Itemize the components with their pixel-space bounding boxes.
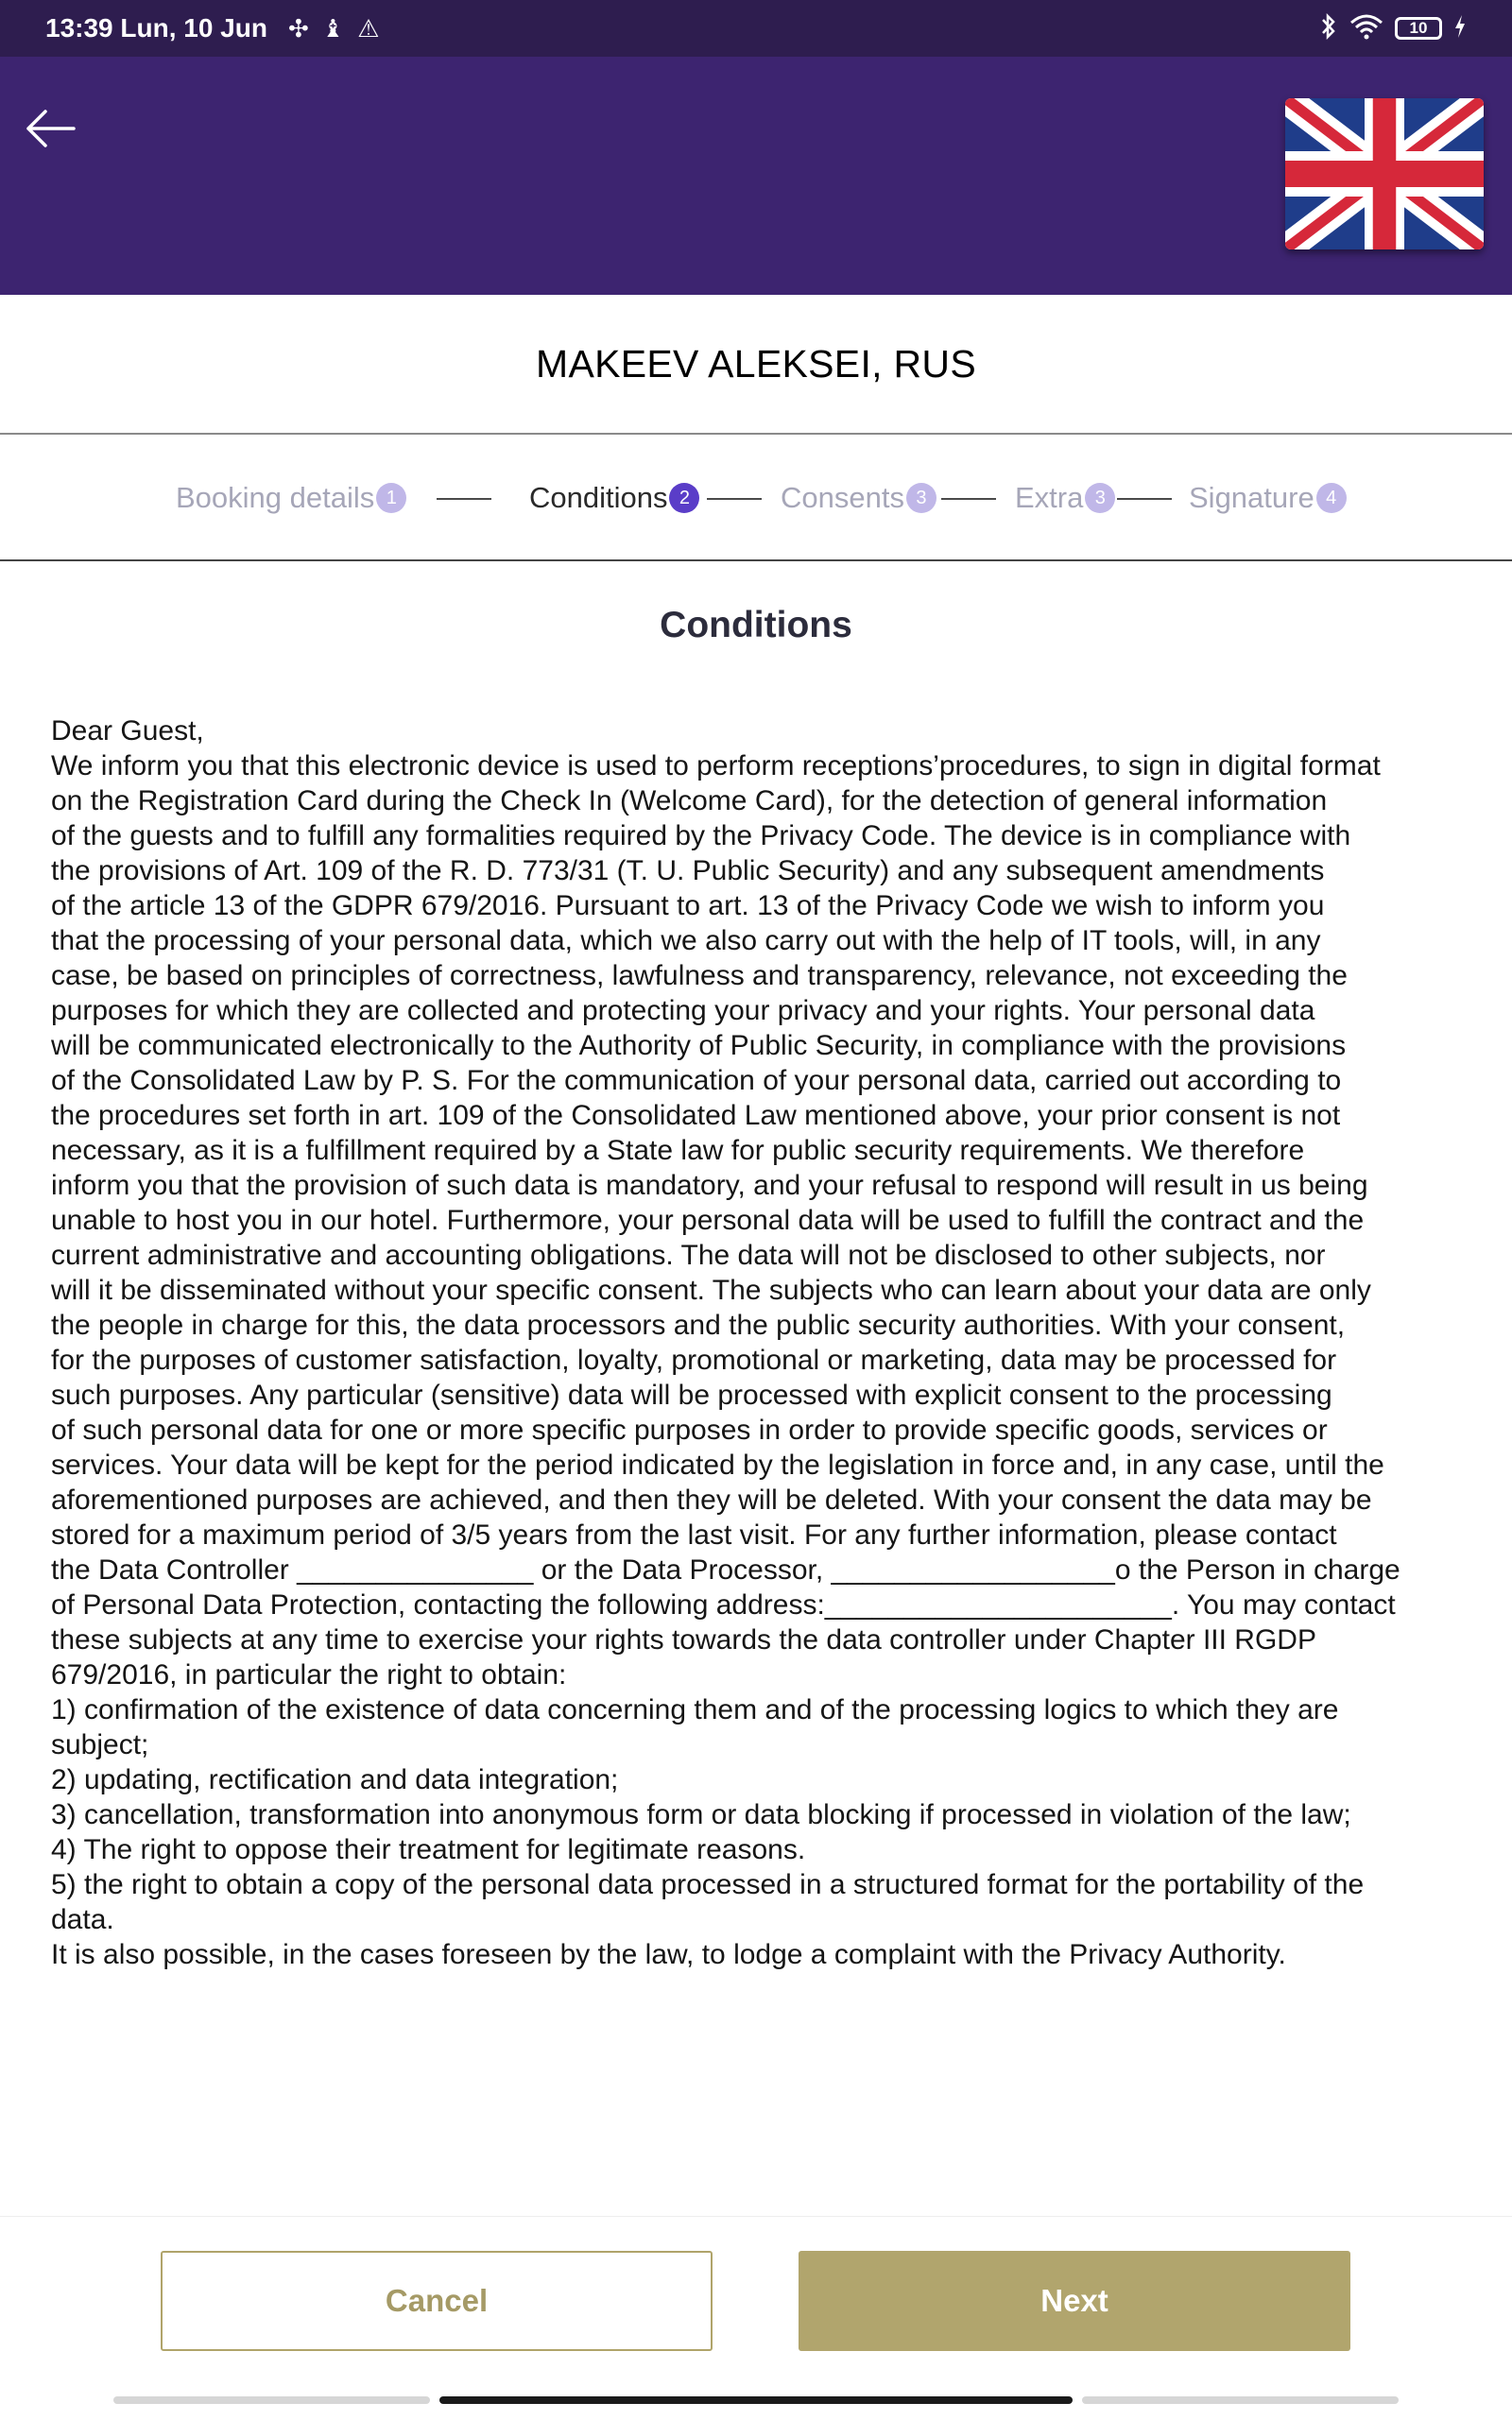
conditions-line: inform you that the provision of such data is mandatory, and your refusal to respond will result in us being	[51, 1170, 1368, 1201]
conditions-line: of such personal data for one or more specific purposes in order to provide specific goods, services or	[51, 1415, 1328, 1446]
conditions-line: services. Your data will be kept for the period indicated by the legislation in force and, in any case, until the	[51, 1450, 1384, 1481]
conditions-line: subject;	[51, 1729, 149, 1760]
step-number: 1	[376, 483, 406, 513]
conditions-line: case, be based on principles of correctness, lawfulness and transparency, relevance, not exceeding the	[51, 960, 1348, 991]
conditions-line: the procedures set forth in art. 109 of the Consolidated Law mentioned above, your prior consent is not	[51, 1100, 1341, 1131]
conditions-line: will it be disseminated without your specific consent. The subjects who can learn about your data are only	[51, 1275, 1371, 1306]
conditions-line: will be communicated electronically to the Authority of Public Security, in compliance with the provisions	[51, 1030, 1347, 1061]
gesture-bar[interactable]	[439, 2396, 1073, 2404]
app-bar	[0, 57, 1512, 295]
step-label: Consents	[781, 481, 904, 514]
step-connector	[437, 498, 491, 500]
step-number: 3	[1085, 483, 1115, 513]
bluetooth-icon	[1319, 13, 1338, 43]
conditions-line: current administrative and accounting obligations. The data will not be disclosed to other subjects, nor	[51, 1240, 1326, 1271]
conditions-line: 1) confirmation of the existence of data concerning them and of the processing logics to which they are	[51, 1694, 1339, 1725]
step-conditions[interactable]	[529, 476, 699, 520]
step-number: 3	[906, 483, 936, 513]
step-label: Extra	[1015, 481, 1084, 514]
wifi-icon	[1349, 13, 1383, 43]
conditions-line: of the guests and to fulfill any formalities required by the Privacy Code. The device is in compliance with	[51, 820, 1351, 851]
battery-icon: 10	[1395, 17, 1442, 40]
conditions-line: necessary, as it is a fulfillment required by a State law for public security requirements. We therefore	[51, 1135, 1305, 1166]
uk-flag-icon[interactable]	[1285, 98, 1484, 249]
conditions-line: 4) The right to oppose their treatment for legitimate reasons.	[51, 1834, 806, 1865]
guest-name: MAKEEV ALEKSEI, RUS	[536, 341, 976, 386]
conditions-line: that the processing of your personal data, which we also carry out with the help of IT tools, will, in any	[51, 925, 1321, 956]
section-title: Conditions	[660, 605, 852, 645]
conditions-line: 679/2016, in particular the right to obtain:	[51, 1659, 567, 1691]
step-extra[interactable]	[1015, 476, 1115, 520]
step-connector	[1117, 498, 1172, 500]
conditions-text	[51, 713, 1469, 1972]
conditions-line: the provisions of Art. 109 of the R. D. 773/31 (T. U. Public Security) and any subsequent amendments	[51, 855, 1325, 886]
step-connector	[941, 498, 996, 500]
back-arrow-icon[interactable]	[21, 98, 81, 159]
conditions-line: these subjects at any time to exercise your rights towards the data controller under Chapter III RGDP	[51, 1624, 1316, 1656]
conditions-line: of the Consolidated Law by P. S. For the communication of your personal data, carried out according to	[51, 1065, 1342, 1096]
conditions-line: of Personal Data Protection, contacting the following address:______________________. You may contact	[51, 1589, 1396, 1621]
conditions-line: such purposes. Any particular (sensitive) data will be processed with explicit consent to the processing	[51, 1380, 1332, 1411]
step-label: Conditions	[529, 481, 668, 514]
conditions-line: the people in charge for this, the data processors and the public security authorities. With your consent,	[51, 1310, 1346, 1341]
status-time: 13:39 Lun, 10 Jun	[45, 13, 267, 43]
gesture-bar-left	[113, 2396, 430, 2404]
conditions-line: Dear Guest,	[51, 715, 204, 747]
warning-icon: ⚠	[357, 14, 380, 43]
conditions-line: purposes for which they are collected and protecting your privacy and your rights. Your personal data	[51, 995, 1315, 1026]
conditions-line: aforementioned purposes are achieved, and then they will be deleted. With your consent the data may be	[51, 1485, 1372, 1516]
conditions-line: for the purposes of customer satisfaction, loyalty, promotional or marketing, data may be processed for	[51, 1345, 1337, 1376]
charging-icon	[1453, 13, 1467, 43]
step-connector	[707, 498, 762, 500]
conditions-line: stored for a maximum period of 3/5 years from the last visit. For any further information, please contact	[51, 1519, 1337, 1551]
conditions-line: data.	[51, 1904, 114, 1935]
conditions-line: It is also possible, in the cases foreseen by the law, to lodge a complaint with the Privacy Authority.	[51, 1939, 1286, 1970]
gesture-bar-right	[1082, 2396, 1399, 2404]
conditions-line: 3) cancellation, transformation into anonymous form or data blocking if processed in violation of the law;	[51, 1799, 1351, 1830]
next-button[interactable]: Next	[799, 2251, 1350, 2351]
conditions-line: on the Registration Card during the Check In (Welcome Card), for the detection of general information	[51, 785, 1328, 816]
cancel-button[interactable]: Cancel	[161, 2251, 713, 2351]
conditions-line: We inform you that this electronic device is used to perform receptions’procedures, to sign in digital format	[51, 750, 1381, 781]
footer-actions	[0, 2216, 1512, 2420]
step-number: 4	[1316, 483, 1347, 513]
fan-icon: ✣	[287, 14, 309, 43]
step-consents[interactable]	[781, 476, 936, 520]
guest-header	[0, 295, 1512, 435]
status-bar	[0, 0, 1512, 57]
conditions-line: the Data Controller _______________ or the Data Processor, __________________o the Person in charge	[51, 1554, 1400, 1586]
step-signature[interactable]	[1189, 476, 1347, 520]
progress-stepper	[0, 435, 1512, 561]
step-booking-details[interactable]	[176, 476, 406, 520]
conditions-line: of the article 13 of the GDPR 679/2016. Pursuant to art. 13 of the Privacy Code we wish to inform you	[51, 890, 1325, 921]
step-label: Booking details	[176, 481, 375, 514]
conditions-line: 5) the right to obtain a copy of the personal data processed in a structured format for the portability of the	[51, 1869, 1365, 1900]
step-number: 2	[669, 483, 699, 513]
conditions-line: 2) updating, rectification and data integration;	[51, 1764, 619, 1795]
chess-piece-icon: ♝	[321, 14, 345, 43]
conditions-line: unable to host you in our hotel. Furthermore, your personal data will be used to fulfill the contract and the	[51, 1205, 1365, 1236]
step-label: Signature	[1189, 481, 1314, 514]
